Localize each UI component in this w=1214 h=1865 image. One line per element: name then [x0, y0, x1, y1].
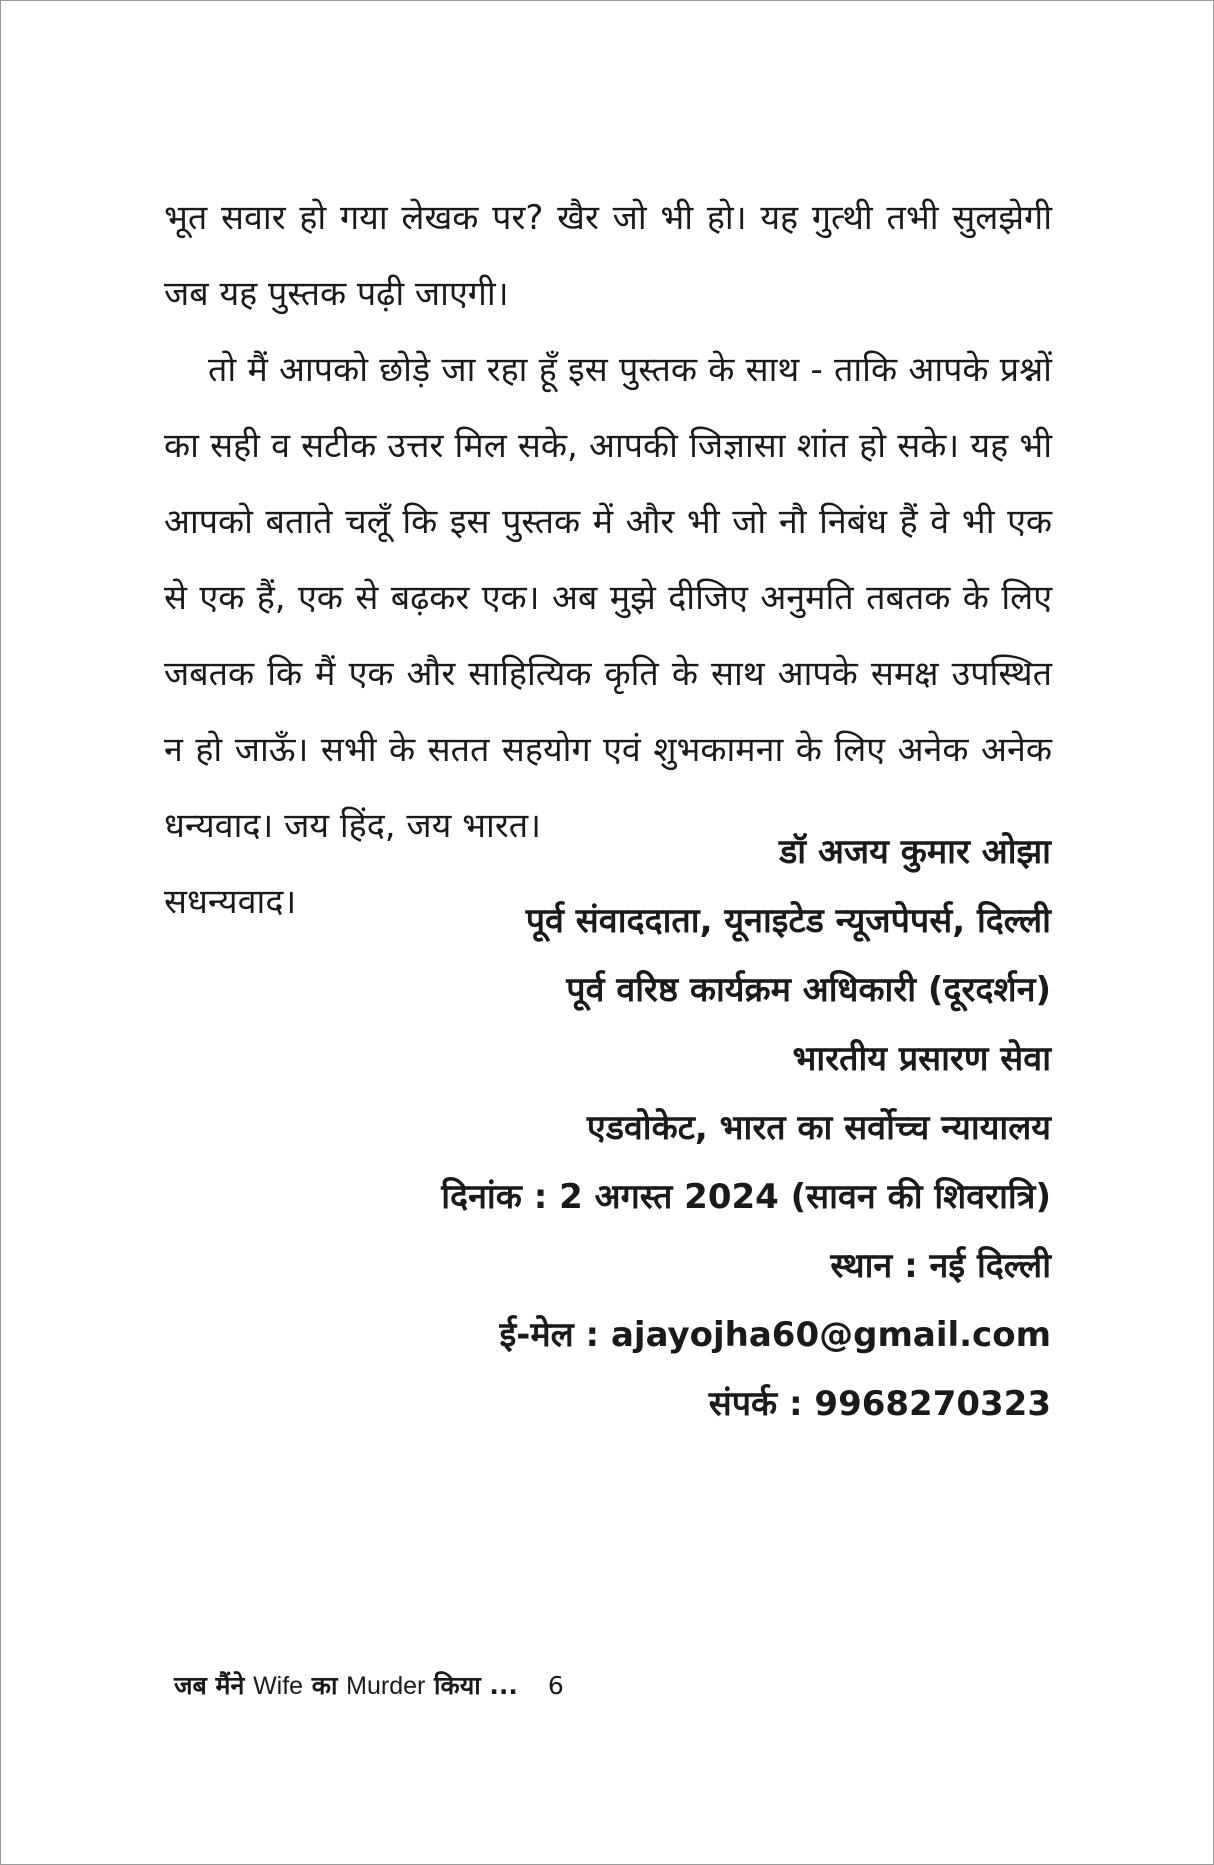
email-line: ई-मेल : ajayojha60@gmail.com: [499, 1315, 1051, 1355]
author-title-1: पूर्व संवाददाता, यूनाइटेड न्यूजपेपर्स, दिल्ली: [525, 901, 1051, 941]
contact-line: संपर्क : 9968270323: [708, 1384, 1051, 1424]
page-footer: [174, 1668, 564, 1702]
paragraph-1: भूत सवार हो गया लेखक पर? खैर जो भी हो। यह गुत्थी तभी सुलझेगी जब यह पुस्तक पढ़ी जाएगी।: [164, 198, 1052, 314]
author-title-2: पूर्व वरिष्ठ कार्यक्रम अधिकारी (दूरदर्शन): [566, 970, 1051, 1010]
closing-text: सधन्यवाद।: [164, 882, 297, 922]
author-title-3: भारतीय प्रसारण सेवा: [792, 1039, 1051, 1079]
footer-title-part-4: Murder: [346, 1672, 426, 1700]
author-title-4: एडवोकेट, भारत का सर्वोच्च न्यायालय: [586, 1108, 1051, 1148]
footer-title-part-3: का: [303, 1671, 347, 1700]
author-name: डॉ अजय कुमार ओझा: [779, 832, 1051, 872]
footer-title-part-1: जब मैंने: [174, 1671, 254, 1700]
paragraph-2: तो मैं आपको छोड़े जा रहा हूँ इस पुस्तक के साथ - ताकि आपके प्रश्नों का सही व सटीक उत्तर मिल सके, आपकी जिज्ञासा शांत हो सके। यह भी आपको बताते चलूँ कि इस पुस्तक में और भी जो नौ निबंध हैं वे भी एक से एक हैं, एक से बढ़कर एक। अब मुझे दीजिए अनुमति तबतक के लिए जबतक कि मैं एक और साहित्यिक कृति के साथ आपके समक्ष उपस्थित न हो जाऊँ। सभी के सतत सहयोग एवं शुभकामना के लिए अनेक अनेक धन्यवाद। जय हिंद, जय भारत।: [164, 350, 1052, 846]
page-number: 6: [547, 1671, 564, 1700]
signature-block: [151, 818, 1051, 1439]
footer-title-part-2: Wife: [253, 1672, 304, 1700]
place-line: स्थान : नई दिल्ली: [830, 1246, 1051, 1286]
date-line: दिनांक : 2 अगस्त 2024 (सावन की शिवरात्रि): [441, 1177, 1051, 1217]
footer-title-part-5: किया ...: [425, 1671, 518, 1700]
